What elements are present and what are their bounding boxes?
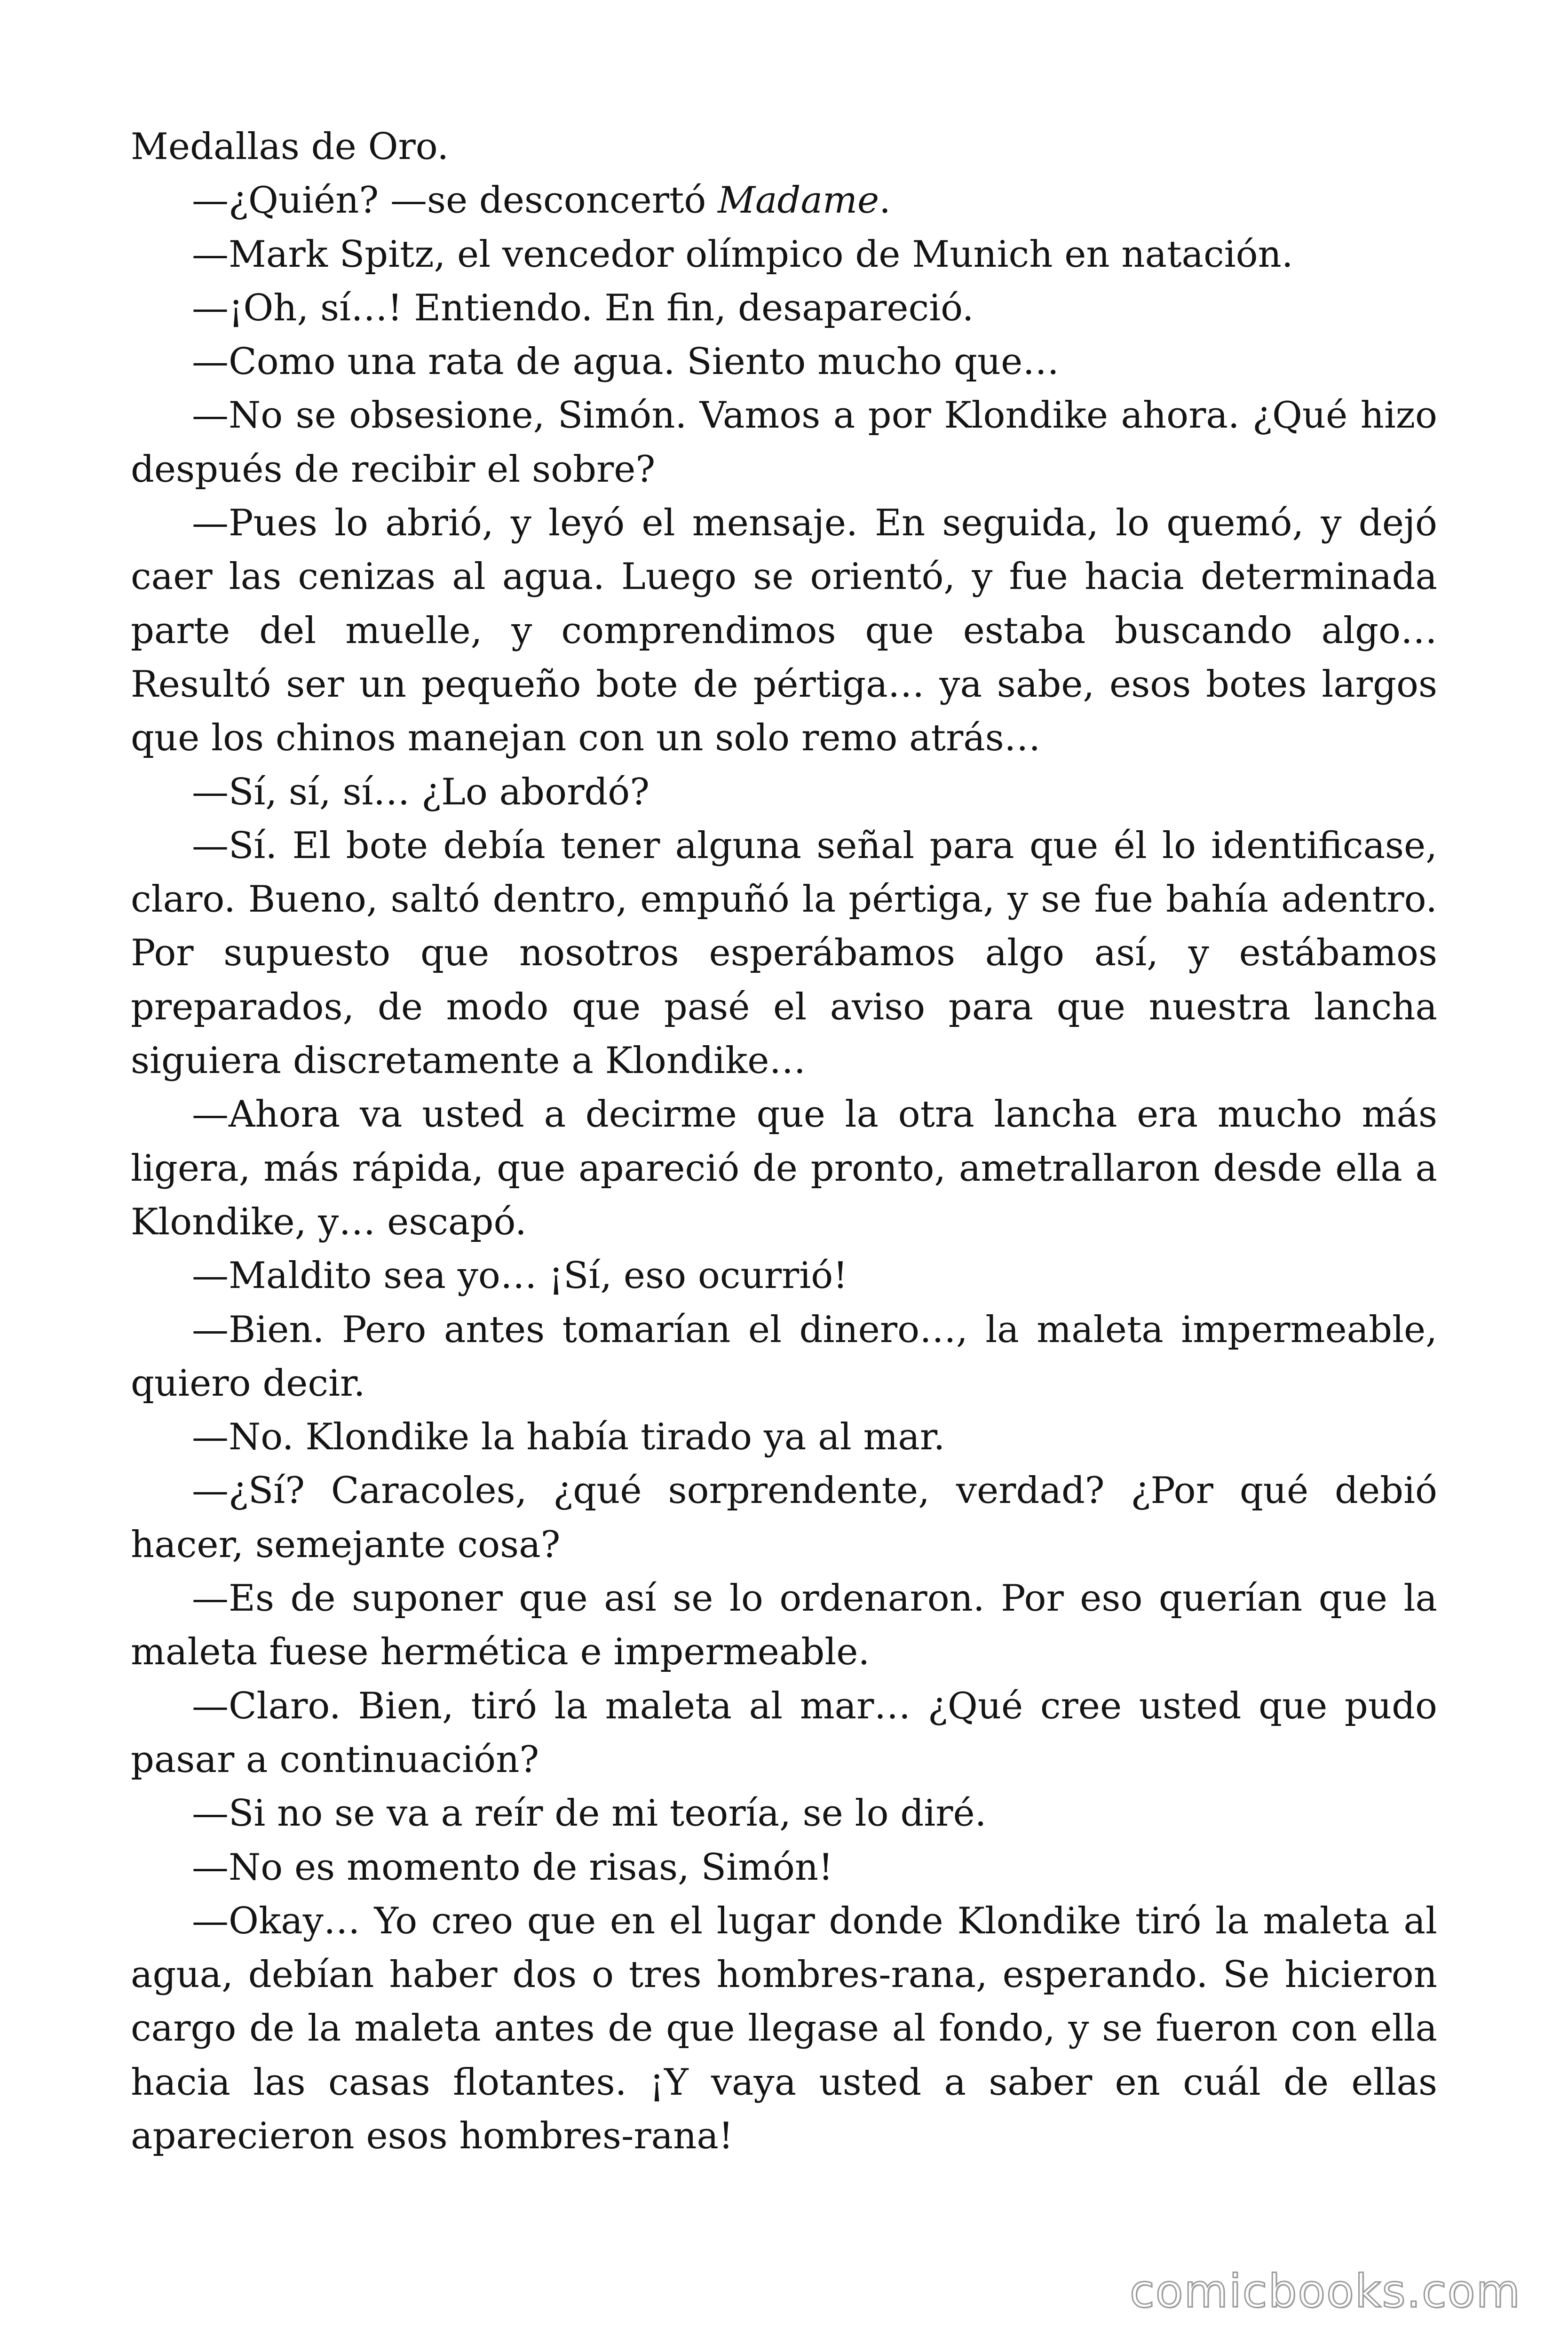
paragraph: —Ahora va usted a decirme que la otra lancha era mucho más ligera, más rápida, que apareció de pronto, ametrallaron desde ella a Klondike, y… escapó. [131,1093,1437,1243]
paragraph: —Claro. Bien, tiró la maleta al mar… ¿Qué cree usted que pudo pasar a continuación? [131,1685,1437,1781]
paragraph: —Okay… Yo creo que en el lugar donde Klondike tiró la maleta al agua, debían haber dos o tres hombres-rana, esperando. Se hicieron cargo de la maleta antes de que llegase al fondo, y se fueron con ella hacia las casas flotantes. ¡Y vaya usted a saber en cuál de ellas aparecieron esos hombres-rana! [131,1899,1437,2157]
body-text [131,120,1437,2163]
paragraph: —No es momento de risas, Simón! [192,1846,833,1889]
paragraph: —Pues lo abrió, y leyó el mensaje. En seguida, lo quemó, y dejó caer las cenizas al agua. Luego se orientó, y fue hacia determinada parte del muelle, y comprendimos que estaba buscando algo… Resultó ser un pequeño bote de pértiga… ya sabe, esos botes largos que los chinos manejan con un solo remo atrás… [131,502,1437,760]
italic-word: Madame [718,179,879,222]
paragraph: —Mark Spitz, el vencedor olímpico de Munich en natación. [192,233,1293,276]
paragraph: —¡Oh, sí…! Entiendo. En fin, desapareció. [192,286,974,329]
paragraph: —¿Sí? Caracoles, ¿qué sorprendente, verdad? ¿Por qué debió hacer, semejante cosa? [131,1470,1437,1566]
paragraph: —No se obsesione, Simón. Vamos a por Klondike ahora. ¿Qué hizo después de recibir el sobre? [131,394,1437,491]
paragraph: —Bien. Pero antes tomarían el dinero…, la maleta impermeable, quiero decir. [131,1308,1437,1405]
paragraph: —No. Klondike la había tirado ya al mar. [192,1416,945,1459]
paragraph: —Maldito sea yo… ¡Sí, eso ocurrió! [192,1255,848,1297]
paragraph: —Como una rata de agua. Siento mucho que… [192,341,1060,383]
paragraph-text-end: . [879,179,891,222]
paragraph: —Sí, sí, sí… ¿Lo abordó? [192,771,650,813]
paragraph-text: —¿Quién? —se desconcertó [192,179,718,222]
watermark-logo: comicbooks.com [1129,2265,1521,2318]
paragraph: —Es de suponer que así se lo ordenaron. Por eso querían que la maleta fuese hermética e impermeable. [131,1577,1437,1674]
paragraph [131,174,1437,227]
paragraph: —Sí. El bote debía tener alguna señal para que él lo identificase, claro. Bueno, saltó dentro, empuñó la pértiga, y se fue bahía adentro. Por supuesto que nosotros esperábamos algo así, y estábamos preparados, de modo que pasé el aviso para que nuestra lancha siguiera discretamente a Klondike… [131,824,1437,1082]
paragraph: Medallas de Oro. [131,126,449,168]
paragraph: —Si no se va a reír de mi teoría, se lo diré. [192,1792,987,1835]
